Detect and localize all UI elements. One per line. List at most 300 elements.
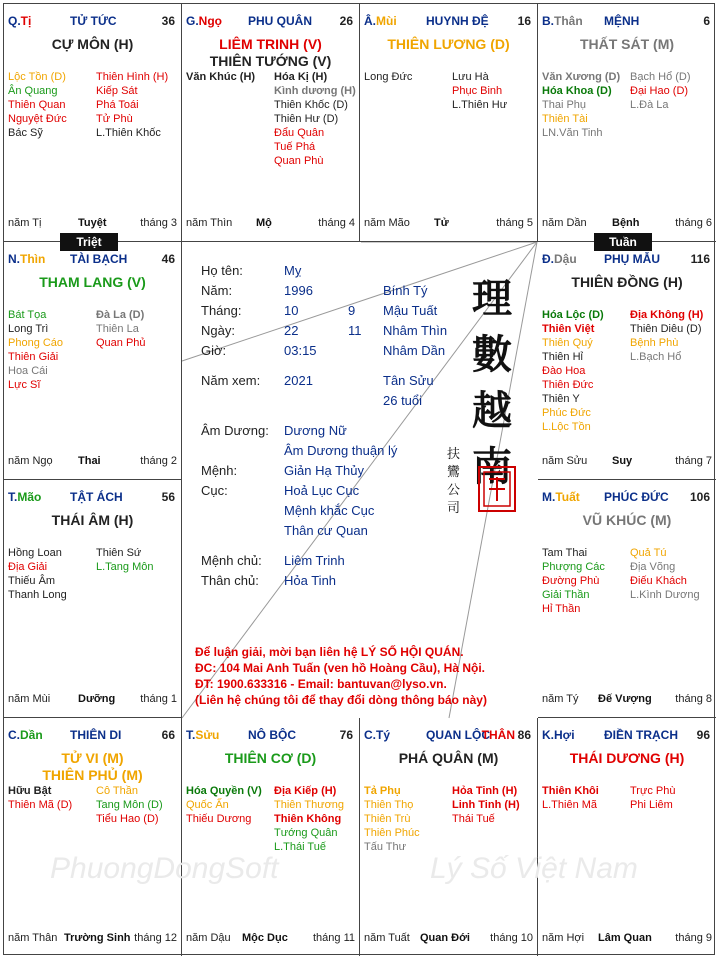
palace-branch: [542, 490, 580, 504]
minor-star: Tả Phụ: [364, 785, 401, 797]
minor-star: Địa Giải: [8, 561, 48, 573]
palace-month: tháng 6: [675, 217, 712, 229]
minor-star: Thiên La: [96, 323, 139, 335]
minor-stars-right: [274, 784, 344, 854]
palace-ngo: [182, 4, 360, 242]
palace-branch: [8, 490, 41, 504]
minor-star: Địa Võng: [630, 561, 676, 573]
minor-stars-left: [186, 784, 262, 826]
minor-stars-right: [630, 70, 691, 112]
minor-stars-right: [630, 308, 703, 364]
minor-stars-right: [96, 784, 163, 826]
palace-phase: Đế Vượng: [598, 693, 652, 705]
minor-stars-left: [542, 546, 605, 616]
minor-star: L.Tang Môn: [96, 561, 154, 573]
minor-star: Phá Toái: [96, 99, 139, 111]
palace-number: 96: [696, 728, 710, 742]
palace-suu: [182, 718, 360, 956]
branch-prefix: G.: [186, 14, 199, 28]
tuan-tag: Tuần: [594, 233, 652, 251]
major-stars: [538, 36, 716, 53]
palace-footer: [8, 693, 177, 707]
minor-stars-right: [274, 70, 356, 168]
menh-chu-value: Liêm Trinh: [284, 553, 345, 568]
branch-prefix: C.: [364, 728, 376, 742]
branch-prefix: T.: [186, 728, 196, 742]
minor-stars-right: [96, 70, 168, 140]
minor-star: Thiên Y: [542, 393, 580, 405]
minor-star: Tiểu Hao (D): [96, 813, 159, 825]
palace-month: tháng 11: [312, 932, 355, 944]
minor-star: Quốc Ấn: [186, 799, 229, 811]
branch-prefix: M.: [542, 490, 556, 504]
minor-stars-right: [630, 784, 675, 812]
palace-hoi: [538, 718, 716, 956]
major-stars: [4, 36, 181, 53]
major-star: CỰ MÔN (H): [51, 36, 134, 52]
minor-star: Cô Thần: [96, 785, 138, 797]
major-stars: [538, 274, 716, 291]
palace-branch: [542, 728, 575, 742]
palace-name: NÔ BỘC: [248, 728, 296, 742]
palace-phase: Dưỡng: [78, 693, 116, 705]
year-label: Năm:: [201, 283, 233, 298]
minor-star: Phong Cáo: [8, 337, 64, 349]
palace-number: 86: [517, 728, 531, 742]
minor-star: Tuế Phá: [274, 141, 316, 153]
minor-star: Đường Phù: [542, 575, 600, 587]
palace-name: PHÚC ĐỨC: [604, 490, 669, 504]
major-star: THIÊN ĐỒNG (H): [571, 274, 683, 290]
major-stars: [538, 512, 716, 529]
palace-name: TỬ TỨC: [70, 14, 117, 28]
minor-star: Bạch Hổ (D): [630, 71, 691, 83]
minor-star: Hỏa Tinh (H): [452, 785, 518, 797]
minor-stars-left: [542, 308, 604, 434]
minor-star: Tấu Thư: [364, 841, 407, 853]
palace-footer: [8, 932, 177, 946]
year-value: 1996: [284, 283, 313, 298]
palace-header: [8, 14, 177, 30]
minor-star: Hồng Loan: [8, 547, 62, 559]
palace-mui: [360, 4, 538, 242]
minor-star: Thiên Diêu (D): [630, 323, 702, 335]
minor-stars-left: [542, 70, 620, 140]
palace-phase: Bệnh: [612, 217, 640, 229]
palace-month: tháng 2: [140, 455, 177, 467]
minor-star: Văn Khúc (H): [186, 71, 256, 83]
minor-star: Lưu Hà: [452, 71, 489, 83]
minor-star: Thiên Thương: [274, 799, 345, 811]
minor-star: Thai Phụ: [542, 99, 587, 111]
major-stars: [360, 36, 537, 53]
major-star: THÁI DƯƠNG (H): [569, 750, 685, 766]
palace-year: năm Mão: [364, 217, 410, 229]
palace-month: tháng 4: [318, 217, 355, 229]
year-can: Bính Tý: [383, 283, 428, 298]
palace-footer: [364, 217, 533, 231]
contact-note-4: (Liên hệ chúng tôi để thay đổi dòng thông báo này): [195, 693, 487, 707]
minor-star: L.Lộc Tồn: [542, 421, 591, 433]
minor-star: Thiên Khôi: [542, 785, 599, 797]
major-stars: [4, 274, 181, 291]
minor-star: Phục Binh: [452, 85, 503, 97]
month-can: Mậu Tuất: [383, 303, 438, 318]
palace-name: PHỤ MẪU: [604, 252, 660, 266]
major-stars: [182, 750, 359, 767]
minor-star: Lực Sĩ: [8, 379, 41, 391]
menh-value: Giản Hạ Thủy: [284, 463, 364, 478]
palace-name: PHU QUÂN: [248, 14, 313, 28]
minor-star: Hóa Quyền (V): [186, 785, 262, 797]
minor-star: Hóa Lộc (D): [542, 309, 604, 321]
palace-header: [186, 728, 355, 744]
minor-star: Địa Không (H): [630, 309, 704, 321]
view-year-can: Tân Sửu: [383, 373, 434, 388]
branch-name: Tý: [376, 728, 391, 742]
minor-star: Quan Phủ: [96, 337, 146, 349]
palace-year: năm Sửu: [542, 455, 588, 467]
minor-star: Tang Môn (D): [96, 799, 163, 811]
minor-star: Đào Hoa: [542, 365, 586, 377]
minor-star: L.Bạch Hổ: [630, 351, 682, 363]
palace-year: năm Dậu: [186, 932, 231, 944]
minor-stars-left: [186, 70, 255, 84]
major-star: THIÊN CƠ (D): [224, 750, 317, 766]
minor-star: Thái Tuế: [452, 813, 495, 825]
seal-side-text: 扶 鸞 公 司: [447, 447, 461, 516]
minor-stars-right: [452, 784, 520, 826]
palace-number: 66: [161, 728, 175, 742]
minor-star: Kiếp Sát: [96, 85, 138, 97]
calligraphy-char-3: 越: [472, 387, 512, 434]
palace-branch: [542, 14, 583, 28]
palace-number: 46: [161, 252, 175, 266]
palace-ti: [4, 4, 182, 242]
day-can: Nhâm Thìn: [383, 323, 448, 338]
palace-phase: Lâm Quan: [598, 932, 652, 944]
minor-star: L.Thiên Mã: [542, 799, 598, 811]
palace-phase: Trường Sinh: [64, 932, 131, 944]
palace-dau: [538, 242, 716, 480]
cuc-value: Hoả Lục Cục: [284, 483, 360, 498]
major-star: THIÊN PHỦ (M): [42, 767, 143, 783]
palace-year: năm Tị: [8, 217, 42, 229]
palace-footer: [364, 932, 533, 946]
name-value: Mỵ: [284, 263, 302, 278]
major-stars: [182, 36, 359, 70]
major-star: THIÊN TƯỚNG (V): [209, 53, 332, 69]
palace-year: năm Thân: [8, 932, 58, 944]
palace-tuat: [538, 480, 716, 718]
calligraphy-char-4: 南: [472, 443, 512, 490]
minor-star: Kình dương (H): [274, 85, 356, 97]
minor-star: Tam Thai: [542, 547, 588, 559]
minor-star: LN.Văn Tinh: [542, 127, 603, 139]
palace-ty: [360, 718, 538, 956]
palace-month: tháng 1: [140, 693, 177, 705]
palace-name: TẬT ÁCH: [70, 490, 123, 504]
view-year-value: 2021: [284, 373, 313, 388]
palace-header: [364, 14, 533, 30]
minor-star: Thiếu Âm: [8, 575, 56, 587]
branch-name: Tị: [20, 14, 32, 28]
palace-header: [542, 728, 712, 744]
am-duong-label: Âm Dương:: [201, 423, 269, 438]
minor-star: Nguyệt Đức: [8, 113, 67, 125]
palace-number: 36: [161, 14, 175, 28]
palace-name: THIÊN DI: [70, 728, 122, 742]
chart-center-info: [181, 241, 537, 717]
minor-star: L.Thiên Khốc: [96, 127, 161, 139]
major-stars: [538, 750, 716, 767]
major-star: THIÊN LƯƠNG (D): [387, 36, 510, 52]
minor-star: Hữu Bật: [8, 785, 52, 797]
minor-star: Thiên Mã (D): [8, 799, 73, 811]
branch-name: Hợi: [554, 728, 575, 742]
major-star: TỬ VI (M): [61, 750, 124, 766]
palace-footer: [542, 932, 712, 946]
minor-star: Hỉ Thần: [542, 603, 581, 615]
minor-star: Đẩu Quân: [274, 127, 325, 139]
minor-star: Thiên Giải: [8, 351, 59, 363]
palace-phase: Tử: [434, 217, 449, 229]
branch-prefix: C.: [8, 728, 20, 742]
branch-name: Mão: [17, 490, 42, 504]
minor-star: Thiên Thọ: [364, 799, 414, 811]
calligraphy-char-1: 理: [472, 275, 512, 322]
minor-star: L.Thái Tuế: [274, 841, 326, 853]
palace-number: 106: [689, 490, 710, 504]
minor-star: Đà La (D): [96, 309, 145, 321]
palace-number: 76: [339, 728, 353, 742]
palace-header: [8, 728, 177, 744]
minor-star: Quan Phù: [274, 155, 324, 167]
contact-note-3: ĐT: 1900.633316 - Email: bantuvan@lyso.vn.: [195, 677, 447, 691]
minor-star: Thiên Khốc (D): [274, 99, 348, 111]
palace-year: năm Mùi: [8, 693, 51, 705]
palace-branch: [8, 252, 45, 266]
branch-name: Dậu: [554, 252, 577, 266]
minor-stars-left: [364, 784, 420, 854]
branch-name: Dần: [20, 728, 43, 742]
minor-star: Đại Hao (D): [630, 85, 689, 97]
branch-prefix: Q.: [8, 14, 21, 28]
palace-name: ĐIỀN TRẠCH: [604, 728, 678, 742]
minor-stars-left: [8, 308, 63, 392]
minor-star: Thiên Trù: [364, 813, 411, 825]
major-stars: [4, 512, 181, 529]
than-chu-value: Hỏa Tinh: [284, 573, 337, 588]
branch-prefix: Đ.: [542, 252, 554, 266]
palace-branch: [8, 728, 43, 742]
calligraphy-char-2: 數: [472, 331, 512, 378]
palace-branch: [186, 728, 219, 742]
minor-star: Thiên Phúc: [364, 827, 420, 839]
minor-stars-left: [542, 784, 599, 812]
minor-stars-right: [630, 546, 700, 602]
branch-name: Tuất: [555, 490, 580, 504]
palace-year: năm Ngọ: [8, 455, 53, 467]
major-star: PHÁ QUÂN (M): [398, 750, 499, 766]
major-star: THÁI ÂM (H): [51, 512, 134, 528]
palace-month: tháng 9: [675, 932, 712, 944]
major-star: VŨ KHÚC (M): [582, 512, 672, 528]
triet-tag: Triệt: [60, 233, 118, 251]
palace-year: năm Hợi: [542, 932, 585, 944]
palace-name: TÀI BẠCH: [70, 252, 128, 266]
major-stars: [360, 750, 537, 767]
minor-star: Thiên Hình (H): [96, 71, 169, 83]
minor-star: Thiên Việt: [542, 323, 595, 335]
age-value: 26 tuổi: [383, 393, 423, 408]
cuc-note-2: Thân cư Quan: [284, 523, 368, 538]
branch-prefix: B.: [542, 14, 554, 28]
minor-star: Thiên Hư (D): [274, 113, 339, 125]
palace-footer: [542, 455, 712, 469]
major-star: THẤT SÁT (M): [579, 36, 675, 52]
hour-label: Giờ:: [201, 343, 227, 358]
minor-star: Phi Liêm: [630, 799, 673, 811]
hour-can: Nhâm Dần: [383, 343, 446, 358]
palace-month: tháng 8: [675, 693, 712, 705]
minor-star: Lộc Tồn (D): [8, 71, 66, 83]
palace-header: [542, 490, 712, 506]
minor-star: Văn Xương (D): [542, 71, 621, 83]
palace-header: [8, 252, 177, 268]
red-seal: [477, 465, 517, 513]
day-label: Ngày:: [201, 323, 235, 338]
palace-month: tháng 12: [134, 932, 177, 944]
branch-name: Thìn: [20, 252, 46, 266]
palace-year: năm Tý: [542, 693, 579, 705]
palace-number: 116: [690, 252, 710, 266]
name-label: Họ tên:: [201, 263, 243, 278]
palace-month: tháng 7: [675, 455, 712, 467]
palace-dan: [4, 718, 182, 956]
minor-star: Ân Quang: [8, 85, 58, 97]
minor-star: Giải Thần: [542, 589, 590, 601]
branch-prefix: N.: [8, 252, 20, 266]
palace-footer: [8, 217, 177, 231]
branch-name: Mùi: [376, 14, 397, 28]
palace-header: [542, 14, 712, 30]
watermark-left: PhuongDongSoft: [50, 852, 279, 885]
palace-branch: [542, 252, 577, 266]
palace-year: năm Tuất: [364, 932, 410, 944]
watermark-right: Lý Số Việt Nam: [430, 852, 638, 885]
minor-star: Thiên Quan: [8, 99, 66, 111]
menh-chu-label: Mệnh chủ:: [201, 553, 262, 568]
palace-phase: Mộc Dục: [242, 932, 288, 944]
major-stars: [4, 750, 181, 784]
day-lunar: 11: [348, 323, 362, 338]
minor-star: Thiên Tài: [542, 113, 588, 125]
minor-star: Hóa Kị (H): [274, 71, 328, 83]
minor-star: Thiên Hỉ: [542, 351, 583, 363]
palace-footer: [542, 217, 712, 231]
palace-name: QUAN LỘC: [426, 728, 490, 742]
cuc-note-1: Mệnh khắc Cục: [284, 503, 375, 518]
minor-stars-left: [364, 70, 412, 84]
major-star: THAM LANG (V): [39, 274, 146, 290]
palace-footer: [8, 455, 177, 469]
minor-stars-right: [452, 70, 507, 112]
minor-star: L.Thiên Hư: [452, 99, 508, 111]
minor-star: Bát Tọa: [8, 309, 47, 321]
palace-month: tháng 3: [140, 217, 177, 229]
contact-note-1: Để luận giải, mời bạn liên hệ LÝ SỐ HỘI QUÁN.: [195, 645, 464, 659]
minor-stars-right: [96, 308, 146, 350]
day-value: 22: [284, 323, 299, 338]
palace-branch: [8, 14, 31, 28]
minor-star: Bác Sỹ: [8, 127, 43, 139]
am-duong-note: Âm Dương thuận lý: [284, 443, 398, 458]
am-duong-value: Dương Nữ: [284, 423, 347, 438]
minor-star: Tướng Quân: [274, 827, 338, 839]
month-label: Tháng:: [201, 303, 242, 318]
palace-name-2: THÂN: [481, 728, 515, 742]
minor-star: Địa Kiếp (H): [274, 785, 337, 797]
minor-star: Long Đức: [364, 71, 413, 83]
palace-phase: Tuyệt: [78, 217, 107, 229]
palace-phase: Mộ: [256, 217, 272, 229]
branch-prefix: T.: [8, 490, 18, 504]
palace-month: tháng 5: [496, 217, 533, 229]
major-star: LIÊM TRINH (V): [219, 36, 322, 52]
palace-footer: [542, 693, 712, 707]
palace-mao: [4, 480, 182, 718]
branch-prefix: Â.: [364, 14, 376, 28]
minor-star: Điếu Khách: [630, 575, 687, 587]
palace-name: HUYNH ĐỆ: [426, 14, 489, 28]
palace-phase: Thai: [78, 455, 101, 467]
menh-label: Mệnh:: [201, 463, 238, 478]
minor-star: Hoa Cái: [8, 365, 48, 377]
palace-than: [538, 4, 716, 242]
palace-header: [542, 252, 712, 268]
palace-header: [364, 728, 533, 744]
palace-footer: [186, 932, 355, 946]
branch-name: Sửu: [195, 728, 220, 742]
minor-stars-left: [8, 784, 72, 812]
palace-year: năm Dần: [542, 217, 587, 229]
palace-year: năm Thìn: [186, 217, 233, 229]
palace-branch: [364, 14, 397, 28]
minor-star: Thiếu Dương: [186, 813, 252, 825]
branch-prefix: K.: [542, 728, 554, 742]
month-value: 10: [284, 303, 299, 318]
palace-phase: Quan Đới: [420, 932, 470, 944]
minor-stars-left: [8, 546, 67, 602]
palace-header: [186, 14, 355, 30]
palace-number: 56: [161, 490, 175, 504]
palace-header: [8, 490, 177, 506]
palace-thin: [4, 242, 182, 480]
palace-month: tháng 10: [490, 932, 533, 944]
minor-star: Thiên Quý: [542, 337, 593, 349]
palace-number: 6: [703, 14, 710, 28]
branch-name: Thân: [554, 14, 583, 28]
minor-star: Thanh Long: [8, 589, 67, 601]
minor-star: Trực Phù: [630, 785, 676, 797]
palace-footer: [186, 217, 355, 231]
minor-stars-left: [8, 70, 67, 140]
minor-star: Linh Tinh (H): [452, 799, 520, 811]
minor-star: Thiên Sứ: [96, 547, 142, 559]
minor-star: Thiên Không: [274, 813, 342, 825]
minor-star: Bệnh Phù: [630, 337, 679, 349]
